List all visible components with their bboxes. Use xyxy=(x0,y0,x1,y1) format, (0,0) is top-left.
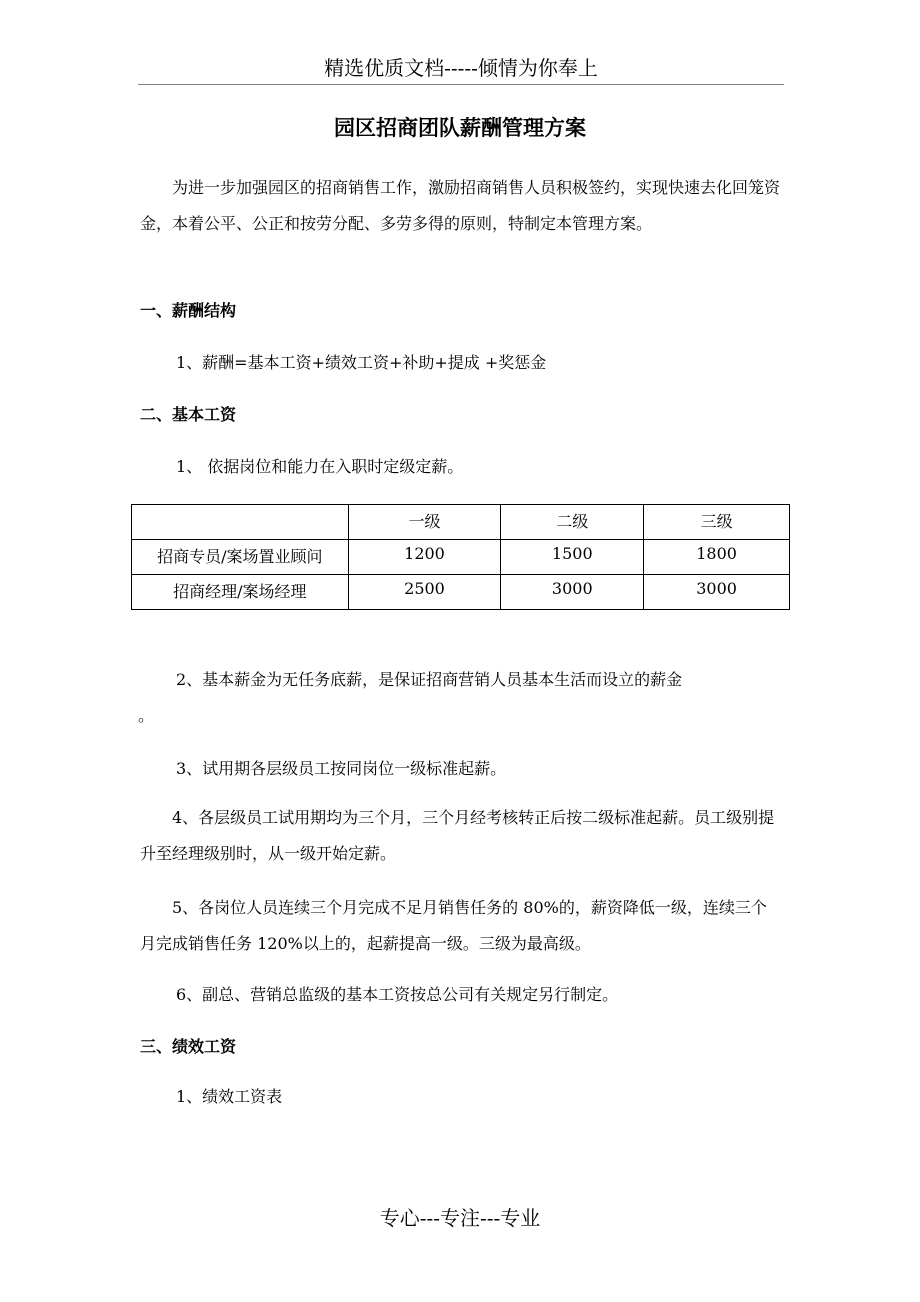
section2-item-5: 5、各岗位人员连续三个月完成不足月销售任务的 80%的，薪资降低一级，连续三个月完成销售任务 120%以上的，起薪提高一级。三级为最高级。 xyxy=(140,898,767,953)
table-cell: 1800 xyxy=(644,540,790,575)
table-cell xyxy=(132,505,349,540)
table-cell: 2500 xyxy=(348,575,501,610)
document-title: 园区招商团队薪酬管理方案 xyxy=(334,116,586,140)
section2-item-1: 1、 依据岗位和能力在入职时定级定薪。 xyxy=(176,457,464,476)
section-heading-1: 一、薪酬结构 xyxy=(140,301,237,320)
section2-item-3: 3、试用期各层级员工按同岗位一级标准起薪。 xyxy=(176,759,507,778)
table-cell: 3000 xyxy=(644,575,790,610)
section2-item-2-tail: 。 xyxy=(138,706,155,725)
base-salary-table xyxy=(131,504,790,610)
table-cell: 三级 xyxy=(644,505,790,540)
table-cell: 招商经理/案场经理 xyxy=(132,575,349,610)
table-row xyxy=(132,575,790,610)
section2-item-2: 2、基本薪金为无任务底薪，是保证招商营销人员基本生活而设立的薪金 xyxy=(176,670,683,689)
section3-item-1: 1、绩效工资表 xyxy=(176,1087,283,1106)
section-heading-3: 三、绩效工资 xyxy=(140,1037,237,1056)
section1-item-1: 1、薪酬=基本工资+绩效工资+补助+提成 +奖惩金 xyxy=(176,353,547,372)
table-cell: 1200 xyxy=(348,540,501,575)
table-cell: 一级 xyxy=(348,505,501,540)
page-footer: 专心---专注---专业 xyxy=(379,1206,541,1230)
table-row xyxy=(132,540,790,575)
section2-item-6: 6、副总、营销总监级的基本工资按总公司有关规定另行制定。 xyxy=(176,985,619,1004)
page-header: 精选优质文档-----倾情为你奉上 xyxy=(138,52,784,85)
table-cell: 1500 xyxy=(501,540,644,575)
table-cell: 二级 xyxy=(501,505,644,540)
table-cell: 3000 xyxy=(501,575,644,610)
intro-paragraph: 为进一步加强园区的招商销售工作，激励招商销售人员积极签约，实现快速去化回笼资金，本着公平、公正和按劳分配、多劳多得的原则，特制定本管理方案。 xyxy=(140,178,781,233)
table-cell: 招商专员/案场置业顾问 xyxy=(132,540,349,575)
section-heading-2: 二、基本工资 xyxy=(140,405,237,424)
table-header-row xyxy=(132,505,790,540)
section2-item-4: 4、各层级员工试用期均为三个月，三个月经考核转正后按二级标准起薪。员工级别提升至经理级别时，从一级开始定薪。 xyxy=(140,808,775,863)
